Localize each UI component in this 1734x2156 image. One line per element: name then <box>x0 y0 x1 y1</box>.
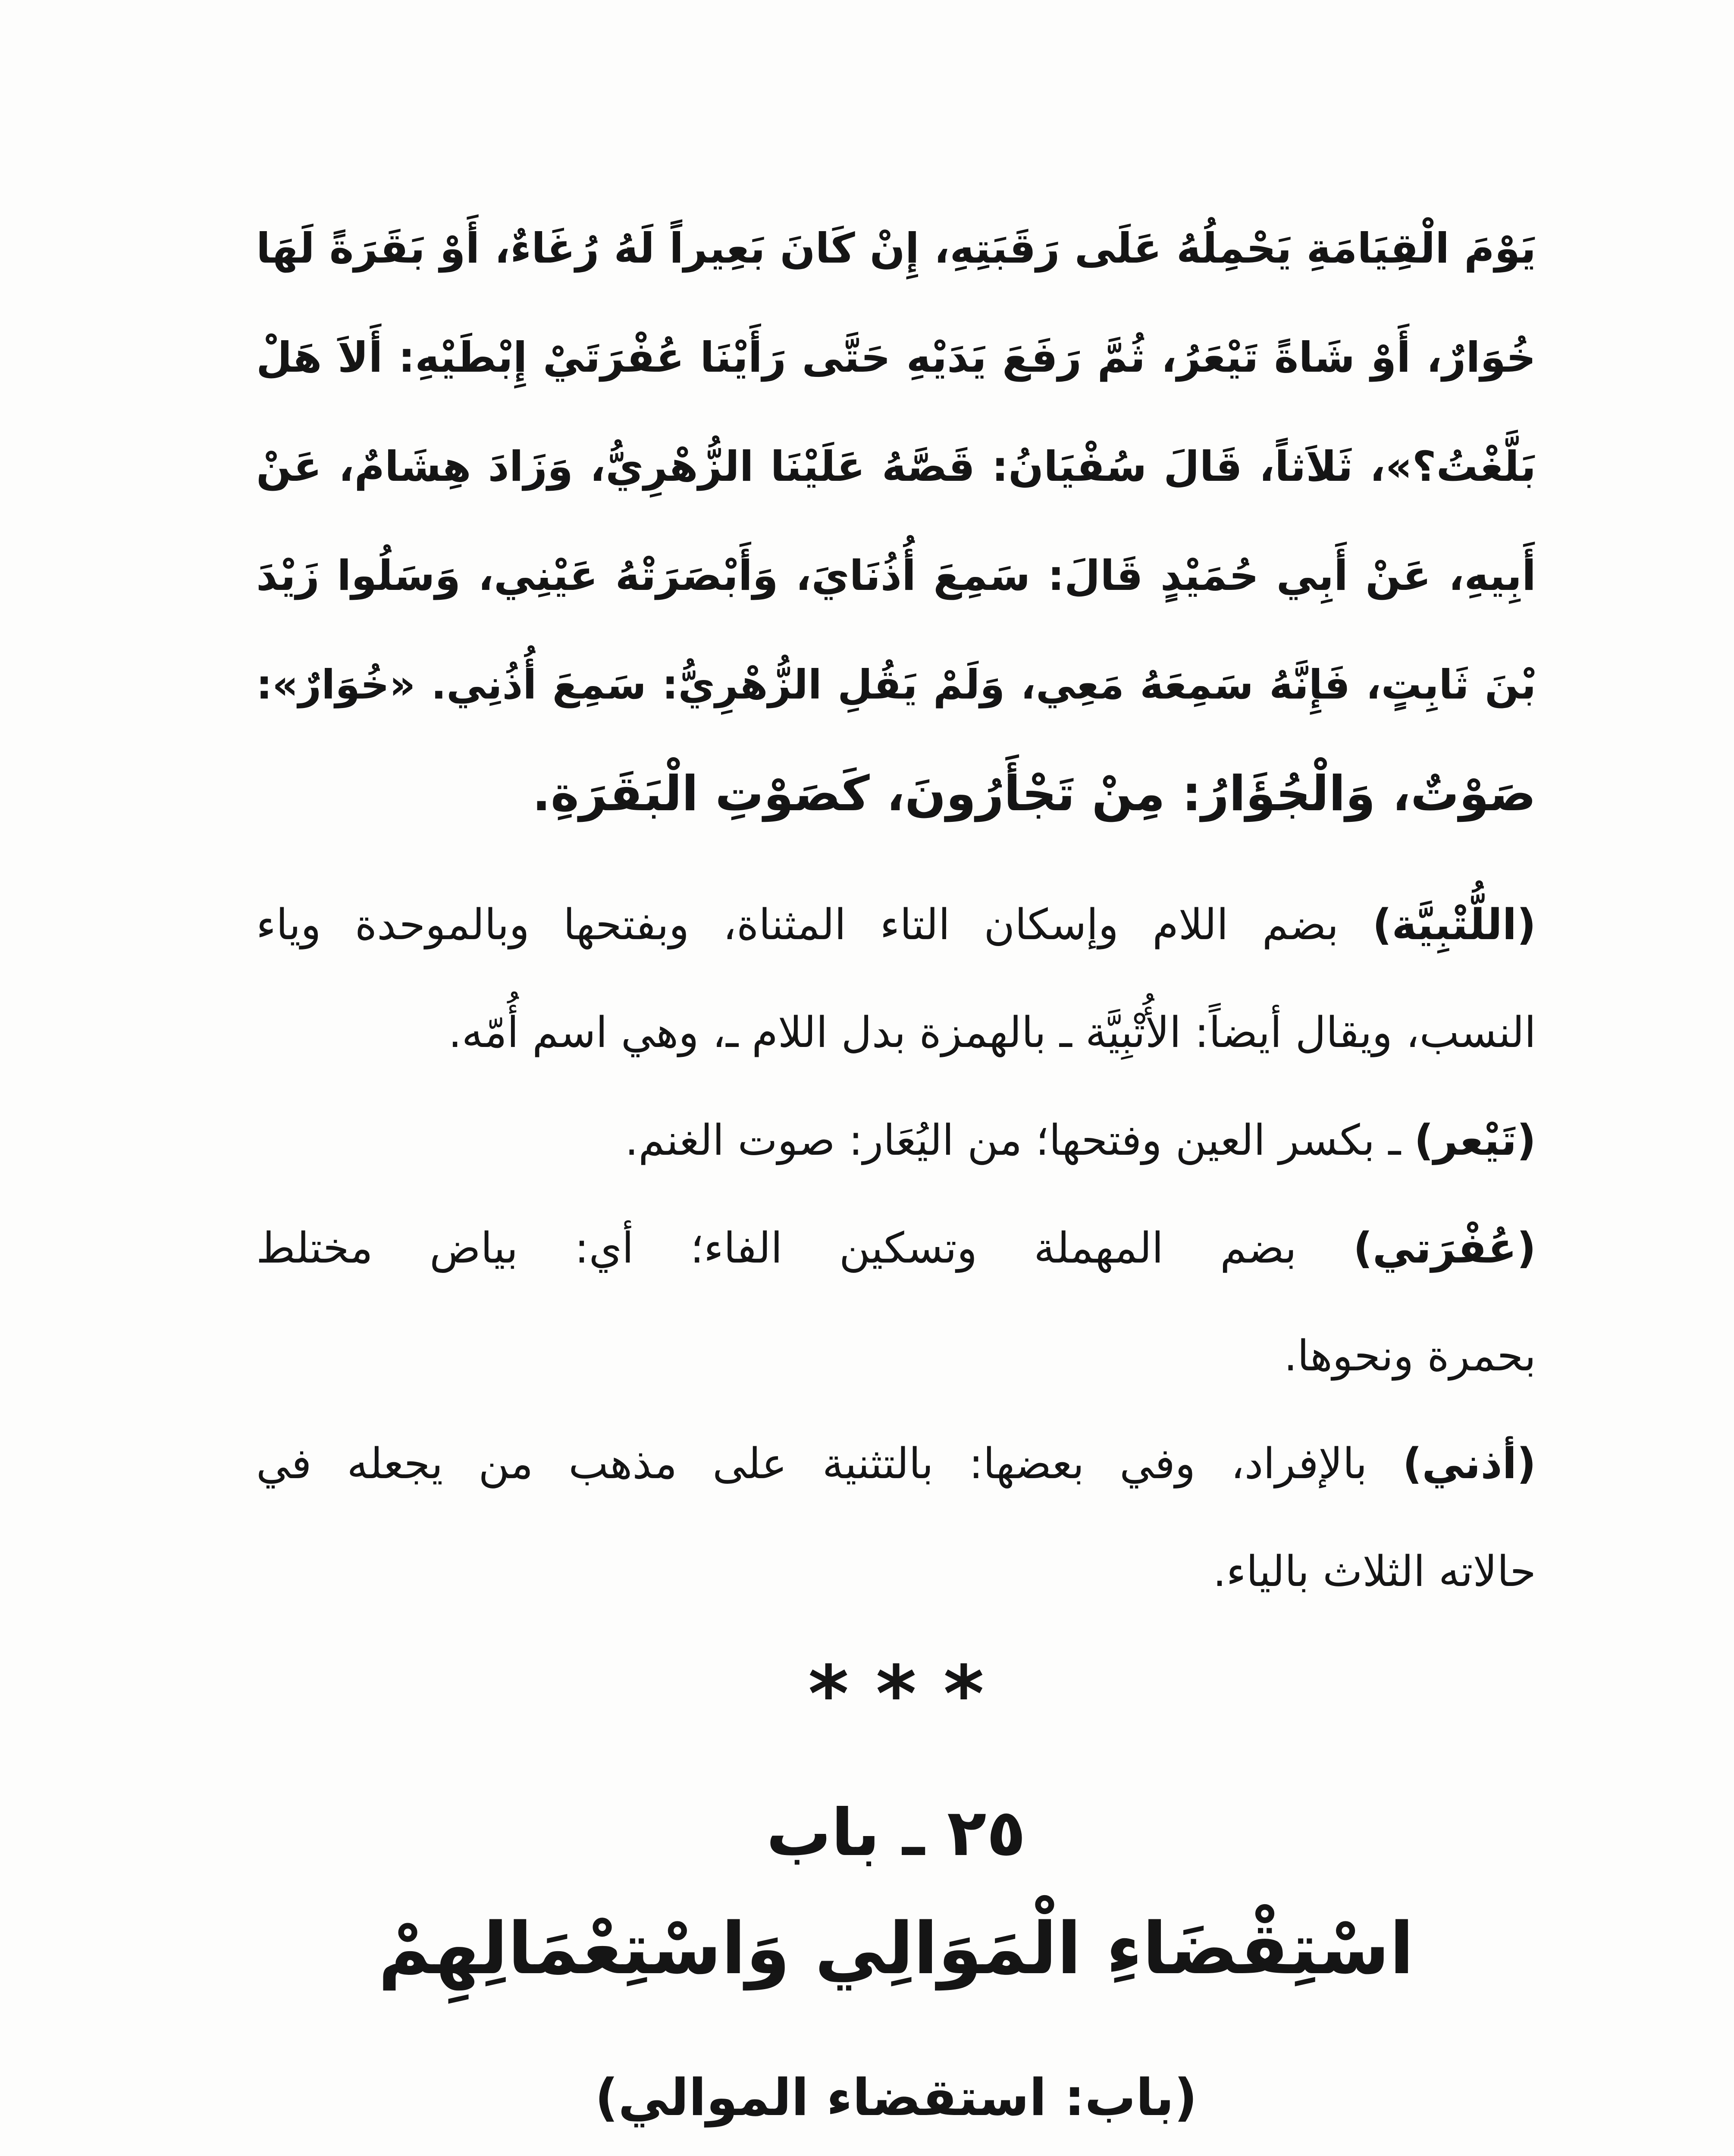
chapter-number: ٢٥ ـ باب <box>766 1796 1026 1871</box>
hadith-line: خُوَارٌ، أَوْ شَاةً تَيْعَرُ، ثُمَّ رَفَعَ يَدَيْهِ حَتَّى رَأَيْنَا عُفْرَتَيْ إِبْطَيْهِ: أَلاَ هَلْ <box>256 333 1536 382</box>
note-line <box>256 871 1536 979</box>
note-line: النسب، ويقال أيضاً: الأُتْبِيَّة ـ بالهمزة بدل اللام ـ، وهي اسم أُمّه. <box>448 1008 1536 1057</box>
note-text: بضم المهملة وتسكين الفاء؛ أي: بياض مختلط <box>256 1224 1297 1273</box>
chapter-subheading: (باب: استقضاء الموالي) <box>595 2068 1198 2127</box>
note-term: (عُفْرَتي) <box>1353 1224 1536 1273</box>
chapter-title: اسْتِقْضَاءِ الْمَوَالِي وَاسْتِعْمَالِهِمْ <box>378 1907 1414 1990</box>
section-separator: * * * <box>808 1649 984 1739</box>
commentary-notes <box>256 871 1536 1626</box>
note-term: (تَيْعر) <box>1414 1116 1536 1165</box>
note-line <box>256 1087 1536 1194</box>
note-line: بحمرة ونحوها. <box>1284 1332 1536 1381</box>
note-term: (اللُّتْبِيَّة) <box>1372 900 1536 950</box>
hadith-line: أَبِيهِ، عَنْ أَبِي حُمَيْدٍ قَالَ: سَمِعَ أُذُنَايَ، وَأَبْصَرَتْهُ عَيْنِي، وَسَلُوا زَيْدَ <box>256 552 1536 600</box>
note-text: بالإفراد، وفي بعضها: بالتثنية على مذهب من يجعله في <box>256 1439 1367 1489</box>
note-term: (أذني) <box>1402 1439 1536 1489</box>
note-line <box>256 1410 1536 1518</box>
note-text: ـ بكسر العين وفتحها؛ من اليُعَار: صوت الغنم. <box>625 1116 1401 1165</box>
note-text: بضم اللام وإسكان التاء المثناة، وبفتحها وبالموحدة وياء <box>256 900 1339 950</box>
hadith-text <box>256 194 1536 849</box>
hadith-line: يَوْمَ الْقِيَامَةِ يَحْمِلُهُ عَلَى رَقَبَتِهِ، إِنْ كَانَ بَعِيراً لَهُ رُغَاءٌ، أَوْ بَقَرَةً لَهَا <box>256 224 1536 273</box>
hadith-line: بْنَ ثَابِتٍ، فَإِنَّهُ سَمِعَهُ مَعِي، وَلَمْ يَقُلِ الزُّهْرِيُّ: سَمِعَ أُذُنِي. «خُوَارٌ»: <box>256 661 1536 708</box>
note-line: حالاته الثلاث بالياء. <box>1213 1547 1536 1596</box>
note-line <box>256 1194 1536 1302</box>
hadith-line: صَوْتٌ، وَالْجُؤَارُ: مِنْ تَجْأَرُونَ، كَصَوْتِ الْبَقَرَةِ. <box>532 766 1536 822</box>
hadith-line: بَلَّغْتُ؟»، ثَلاَثاً، قَالَ سُفْيَانُ: قَصَّهُ عَلَيْنَا الزُّهْرِيُّ، وَزَادَ هِشَامٌ، عَنْ <box>256 442 1536 491</box>
